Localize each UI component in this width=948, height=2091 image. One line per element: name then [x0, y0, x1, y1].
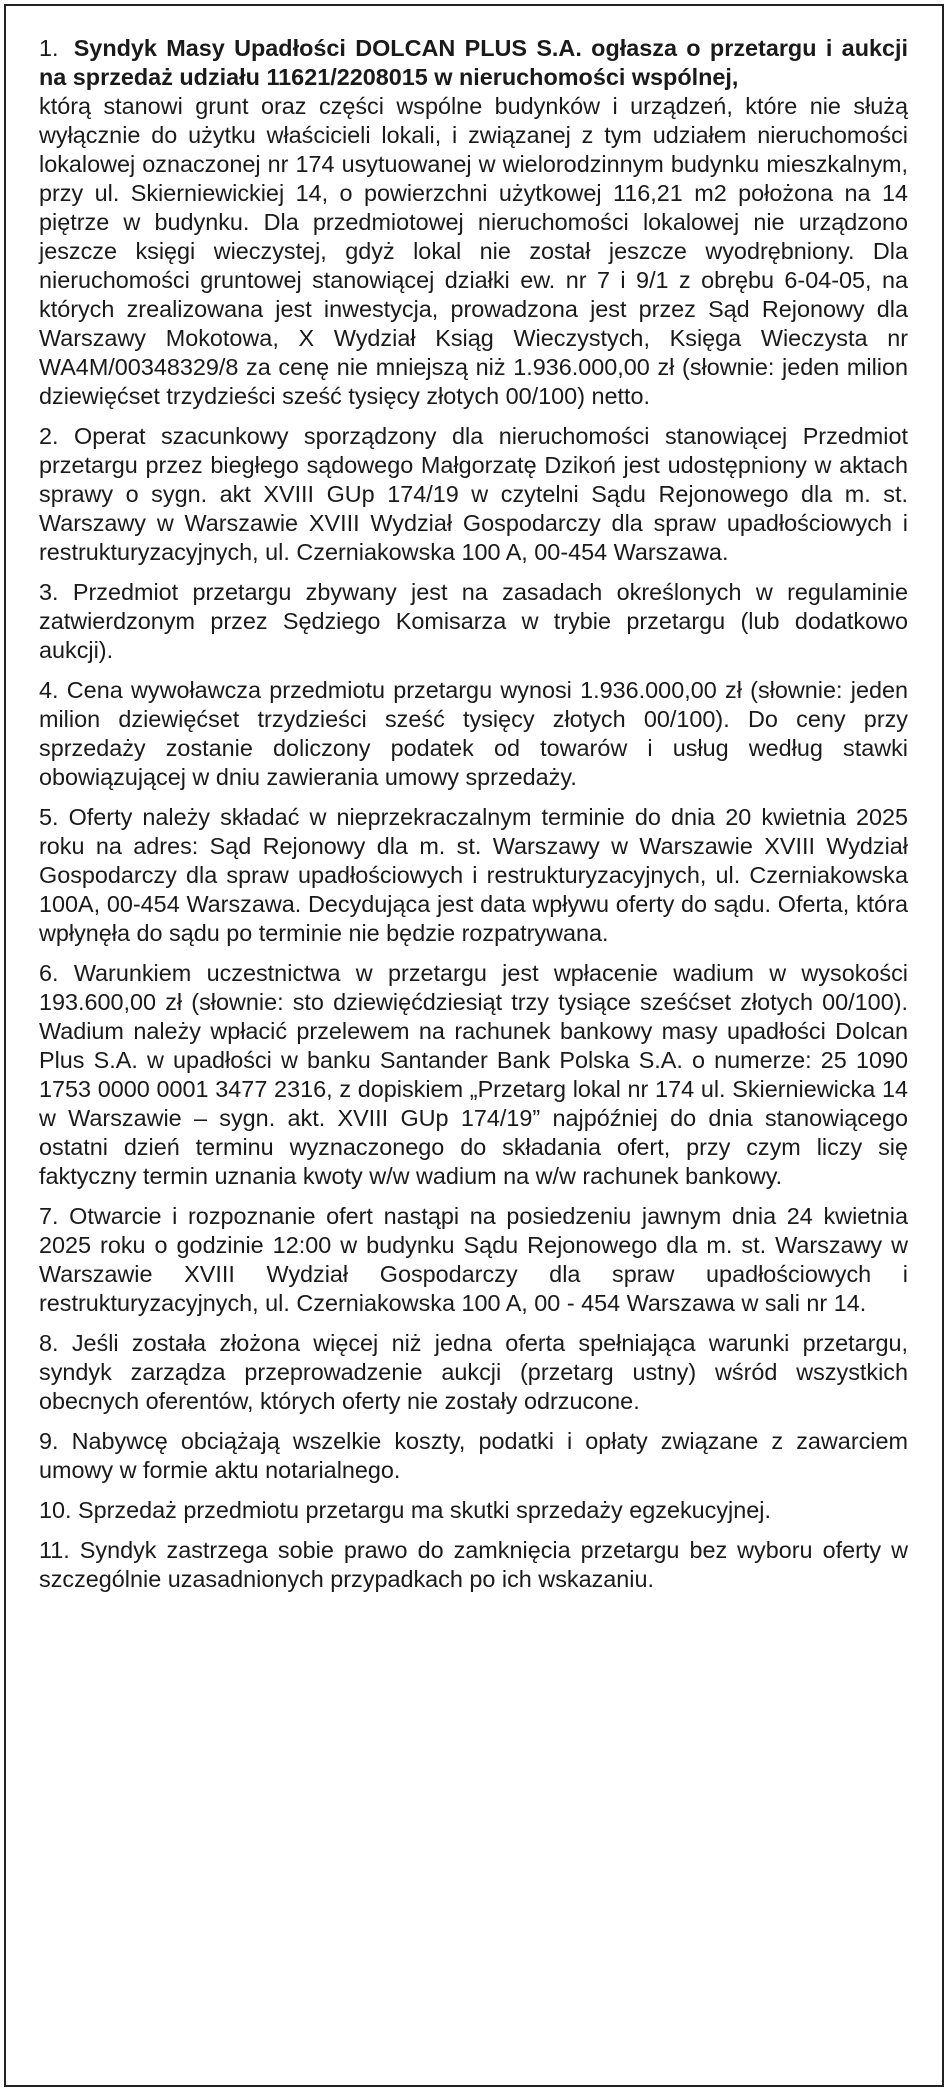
notice-headline: Syndyk Masy Upadłości DOLCAN PLUS S.A. ogłasza o przetargu i aukcji na sprzedaż udziału 11621/2208015 w nieruchomości wspólnej, — [39, 35, 908, 90]
paragraph-1-text: którą stanowi grunt oraz części wspólne budynków i urządzeń, które nie służą wyłącznie do użytku właścicieli lokali, i związanej z tym udziałem nieruchomości lokalowej oznaczonej nr 174 usytuowanej w wielorodzinnym budynku mieszkalnym, przy ul. Skierniewickiej 14, o powierzchni użytkowej 116,21 m2 położona na 14 piętrze w budynku. Dla przedmiotowej nieruchomości lokalowej nie urządzono jeszcze księgi wieczystej, gdyż lokal nie został jeszcze wyodrębniony. Dla nieruchomości gruntowej stanowiącej działki ew. nr 7 i 9/1 z obrębu 6-04-05, na których zrealizowana jest inwestycja, prowadzona jest przez Sąd Rejonowy dla Warszawy Mokotowa, X Wydział Ksiąg Wieczystych, Księga Wieczysta nr WA4M/00348329/8 za cenę nie mniejszą niż 1.936.000,00 zł (słownie: jeden milion dziewięćset trzydzieści sześć tysięcy złotych 00/100) netto. — [39, 93, 908, 409]
paragraph-1 — [39, 34, 908, 411]
notice-frame — [4, 4, 944, 2087]
paragraph-8: 8. Jeśli została złożona więcej niż jedna oferta spełniająca warunki przetargu, syndyk zarządza przeprowadzenie aukcji (przetarg ustny) wśród wszystkich obecnych oferentów, których oferty nie zostały odrzucone. — [39, 1330, 908, 1414]
paragraph-2: 2. Operat szacunkowy sporządzony dla nieruchomości stanowiącej Przedmiot przetargu przez biegłego sądowego Małgorzatę Dzikoń jest udostępniony w aktach sprawy o sygn. akt XVIII GUp 174/19 w czytelni Sądu Rejonowego dla m. st. Warszawy w Warszawie XVIII Wydział Gospodarczy dla spraw upadłościowych i restrukturyzacyjnych, ul. Czerniakowska 100 A, 00-454 Warszawa. — [39, 423, 908, 565]
paragraph-11: 11. Syndyk zastrzega sobie prawo do zamknięcia przetargu bez wyboru oferty w szczególnie uzasadnionych przypadkach po ich wskazaniu. — [39, 1537, 908, 1592]
paragraph-6: 6. Warunkiem uczestnictwa w przetargu jest wpłacenie wadium w wysokości 193.600,00 zł (słownie: sto dziewięćdziesiąt trzy tysiące sześćset złotych 00/100). Wadium należy wpłacić przelewem na rachunek bankowy masy upadłości Dolcan Plus S.A. w upadłości w banku Santander Bank Polska S.A. o numerze: 25 1090 1753 0000 0001 3477 2316, z dopiskiem „Przetarg lokal nr 174 ul. Skierniewicka 14 w Warszawie – sygn. akt. XVIII GUp 174/19” najpóźniej do dnia stanowiącego ostatni dzień terminu wyznaczonego do składania ofert, przy czym liczy się faktyczny termin uznania kwoty w/w wadium na w/w rachunek bankowy. — [39, 960, 908, 1189]
paragraph-10: 10. Sprzedaż przedmiotu przetargu ma skutki sprzedaży egzekucyjnej. — [39, 1497, 771, 1523]
paragraph-7: 7. Otwarcie i rozpoznanie ofert nastąpi na posiedzeniu jawnym dnia 24 kwietnia 2025 roku o godzinie 12:00 w budynku Sądu Rejonowego dla m. st. Warszawy w Warszawie XVIII Wydział Gospodarczy dla spraw upadłościowych i restrukturyzacyjnych, ul. Czerniakowska 100 A, 00 - 454 Warszawa w sali nr 14. — [39, 1203, 908, 1316]
paragraph-9: 9. Nabywcę obciążają wszelkie koszty, podatki i opłaty związane z zawarciem umowy w formie aktu notarialnego. — [39, 1428, 908, 1483]
paragraph-4: 4. Cena wywoławcza przedmiotu przetargu wynosi 1.936.000,00 zł (słownie: jeden milion dziewięćset trzydzieści sześć tysięcy złotych 00/100). Do ceny przy sprzedaży zostanie doliczony podatek od towarów i usług według stawki obowiązującej w dniu zawierania umowy sprzedaży. — [39, 677, 908, 790]
paragraph-1-number: 1. — [39, 35, 59, 61]
paragraph-3: 3. Przedmiot przetargu zbywany jest na zasadach określonych w regulaminie zatwierdzonym przez Sędziego Komisarza w trybie przetargu (lub dodatkowo aukcji). — [39, 579, 908, 663]
paragraph-5: 5. Oferty należy składać w nieprzekraczalnym terminie do dnia 20 kwietnia 2025 roku na adres: Sąd Rejonowy dla m. st. Warszawy w Warszawie XVIII Wydział Gospodarczy dla spraw upadłościowych i restrukturyzacyjnych, ul. Czerniakowska 100A, 00-454 Warszawa. Decydująca jest data wpływu oferty do sądu. Oferta, która wpłynęła do sądu po terminie nie będzie rozpatrywana. — [39, 804, 908, 946]
